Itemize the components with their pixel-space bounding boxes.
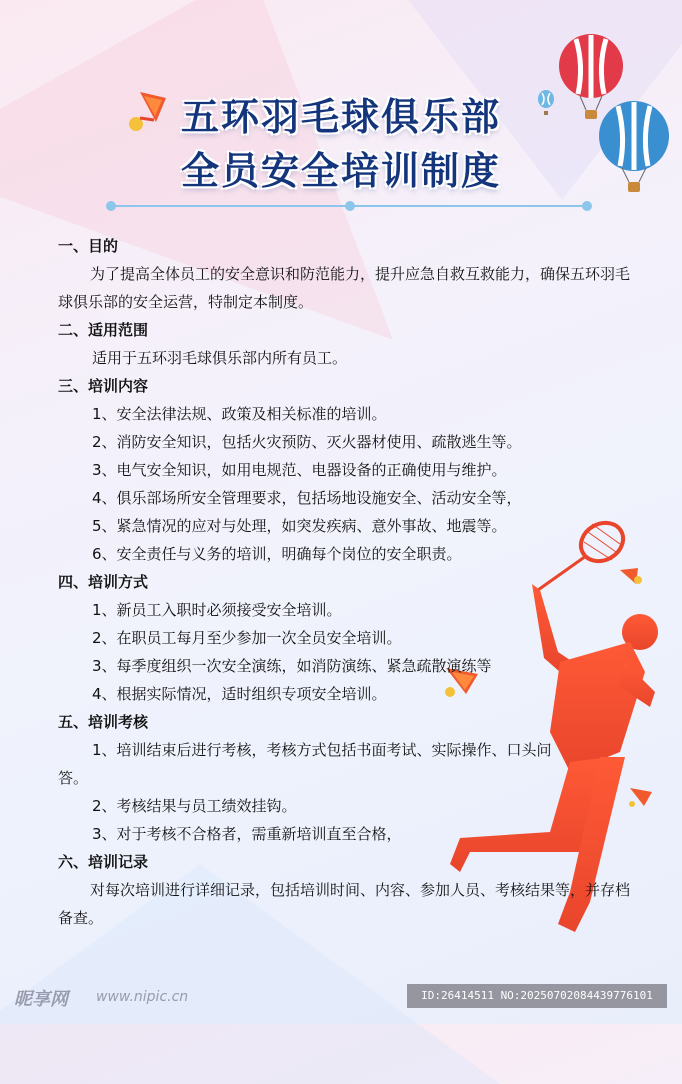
section-body: 对每次培训进行详细记录，包括培训时间、内容、参加人员、考核结果等，并存档备查。 [58, 881, 631, 927]
section-body: 为了提高全体员工的安全意识和防范能力，提升应急自救互救能力，确保五环羽毛球俱乐部的安全运营，特制定本制度。 [58, 265, 631, 311]
list-item: 3、电气安全知识，如用电规范、电器设备的正确使用与维护。 [92, 461, 507, 479]
divider-dot [106, 201, 116, 211]
section-heading: 六、培训记录 [58, 853, 149, 871]
page-title-line2: 全员安全培训制度 [180, 149, 501, 193]
section-heading: 二、适用范围 [58, 321, 149, 339]
list-item: 1、新员工入职时必须接受安全培训。 [92, 601, 342, 619]
list-item: 6、安全责任与义务的培训，明确每个岗位的安全职责。 [92, 545, 462, 563]
watermark-id-badge: ID:26414511 NO:20250702084439776101 [407, 984, 667, 1008]
list-item: 5、紧急情况的应对与处理，如突发疾病、意外事故、地震等。 [92, 517, 507, 535]
list-item: 2、消防安全知识，包括火灾预防、灭火器材使用、疏散逃生等。 [92, 433, 522, 451]
section-heading: 三、培训内容 [58, 377, 149, 395]
watermark-url: www.nipic.cn [96, 989, 189, 1005]
list-item: 3、对于考核不合格者，需重新培训直至合格， [92, 825, 402, 843]
section-heading: 四、培训方式 [58, 573, 149, 591]
list-item: 1、培训结束后进行考核，考核方式包括书面考试、实际操作、口头问 [92, 741, 552, 759]
list-item-continuation: 答。 [58, 769, 89, 787]
list-item: 4、俱乐部场所安全管理要求，包括场地设施安全、活动安全等， [92, 489, 522, 507]
page-title-line1: 五环羽毛球俱乐部 [180, 95, 501, 139]
list-item: 2、在职员工每月至少参加一次全员安全培训。 [92, 629, 402, 647]
section-heading: 一、目的 [58, 237, 119, 255]
divider-dot [582, 201, 592, 211]
list-item: 2、考核结果与员工绩效挂钩。 [92, 797, 297, 815]
divider-dot [345, 201, 355, 211]
section-heading: 五、培训考核 [58, 713, 149, 731]
list-item: 1、安全法律法规、政策及相关标准的培训。 [92, 405, 387, 423]
section-body: 适用于五环羽毛球俱乐部内所有员工。 [92, 349, 348, 367]
list-item: 4、根据实际情况，适时组织专项安全培训。 [92, 685, 387, 703]
watermark-logo: 昵享网 [14, 989, 68, 1010]
document-body [58, 232, 638, 932]
list-item: 3、每季度组织一次安全演练，如消防演练、紧急疏散演练等 [92, 657, 492, 675]
